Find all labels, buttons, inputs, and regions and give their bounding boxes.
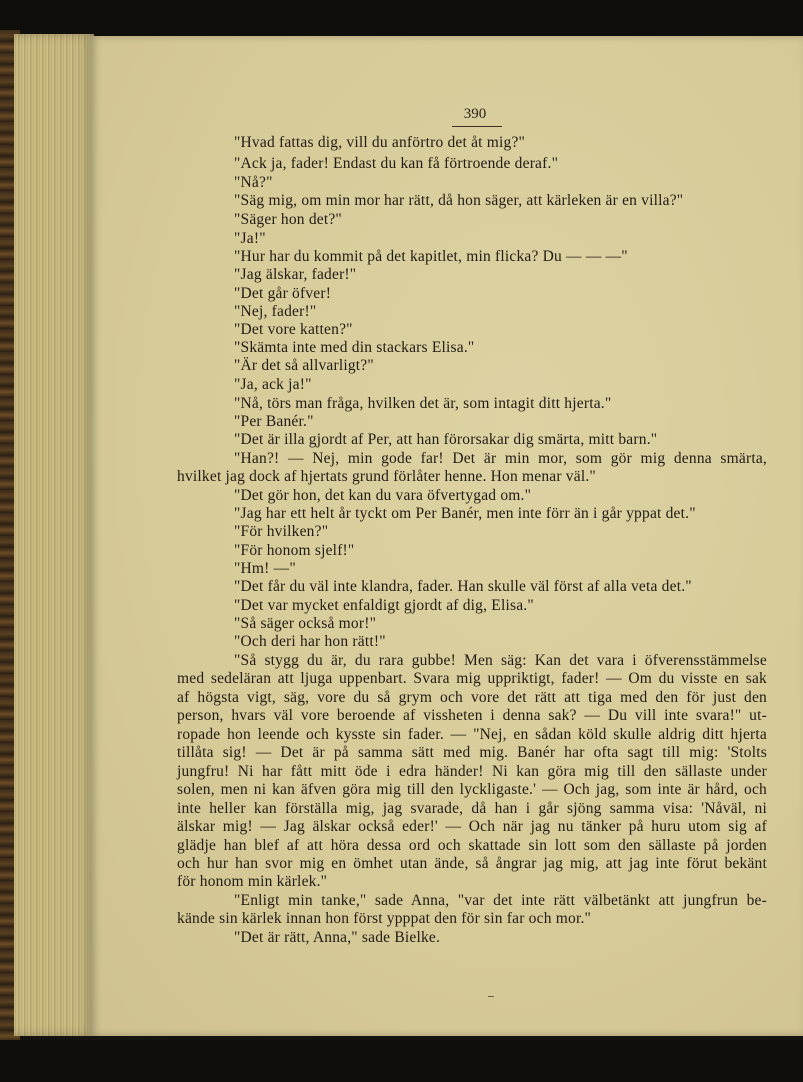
- text-line: "Nå, törs man fråga, hvilken det är, som intagit ditt hjerta.": [234, 395, 612, 412]
- text-line: "Det är rätt, Anna," sade Bielke.: [234, 929, 441, 946]
- text-line: "Ja, ack ja!": [234, 376, 312, 393]
- text-line: "Jag har ett helt år tyckt om Per Banér, men inte förr än i går yppat det.": [234, 505, 696, 522]
- text-line: "Enligt min tanke," sade Anna, "var det inte rätt välbetänkt att jungfrun be-: [234, 892, 767, 909]
- text-line: "Det går öfver!: [234, 285, 332, 302]
- text-line: älskar mig! — Jag älskar också eder!' — Och när jag nu tänker på huru utom sig af: [177, 818, 767, 835]
- text-line: "Det får du väl inte klandra, fader. Han skulle väl först af alla veta det.": [234, 578, 692, 595]
- text-line: solen, men ni kan äfven göra mig till den lyckligaste.' — Och jag, som inte är hård, och: [177, 781, 767, 798]
- text-line: ropade hon leende och kysste sin fader. — "Nej, en sådan köld skulle aldrig ditt hjerta: [177, 726, 767, 743]
- text-line: glädje han blef af att höra dessa ord och skattade sin lott som den sällaste på jorden: [177, 837, 767, 854]
- text-line: kände sin kärlek innan hon först ypppat den för sin far och mor.": [177, 910, 592, 927]
- text-line: inte heller kan förställa mig, jag svarade, då han i går sjöng samma visa: 'Nåväl, ni: [177, 800, 767, 817]
- text-line: "Och deri har hon rätt!": [234, 633, 386, 650]
- text-line: hvilket jag dock af hjertats grund förlåter henne. Hon menar väl.": [177, 468, 596, 485]
- text-line: "Det vore katten?": [234, 321, 353, 338]
- text-line: "Det är illa gjordt af Per, att han förorsakar dig smärta, mitt barn.": [234, 431, 658, 448]
- print-speck: [488, 996, 494, 997]
- text-line: med sedeläran att ljuga uppenbart. Svara mig uppriktigt, fader! — Om du visste en sak: [177, 670, 767, 687]
- text-line: "Ja!": [234, 230, 266, 247]
- text-line: "Nej, fader!": [234, 303, 317, 320]
- text-line: tillåta sig! — Det är på samma sätt med mig. Banér har ofta sagt till mig: 'Stolts: [177, 744, 767, 761]
- text-line: "Det var mycket enfaldigt gjordt af dig, Elisa.": [234, 597, 534, 614]
- text-line: "För hvilken?": [234, 523, 329, 540]
- text-line: jungfru! Ni har fått mitt öde i edra händer! Ni kan göra mig till den sällaste under: [177, 763, 767, 780]
- text-line: "Säger hon det?": [234, 211, 342, 228]
- text-line: "Är det så allvarligt?": [234, 357, 374, 374]
- text-line: "Per Banér.": [234, 413, 314, 430]
- text-line: "Så säger också mor!": [234, 615, 377, 632]
- text-line: "Det gör hon, det kan du vara öfvertygad om.": [234, 487, 532, 504]
- text-line: person, hvars väl vore beroende af vissheten i denna sak? — Du vill inte svara!" ut-: [177, 707, 767, 724]
- text-line: "Nå?": [234, 174, 273, 191]
- text-line: och hur han svor mig en ömhet utan ände, så ångrar jag mig, att jag inte förut bekänt: [177, 855, 767, 872]
- text-line: "Hur har du kommit på det kapitlet, min flicka? Du — — —": [234, 248, 628, 265]
- text-line: "Så stygg du är, du rara gubbe! Men säg: Kan det vara i öfverensstämmelse: [234, 652, 767, 669]
- text-line: "Ack ja, fader! Endast du kan få förtroende deraf.": [234, 155, 559, 172]
- text-line: "Jag älskar, fader!": [234, 266, 357, 283]
- text-line: för honom min kärlek.": [177, 873, 328, 890]
- page-number: 390: [463, 106, 487, 122]
- text-line: "Han?! — Nej, min gode far! Det är min mor, som gör mig denna smärta,: [234, 450, 767, 467]
- text-line: "För honom sjelf!": [234, 542, 355, 559]
- text-line: "Säg mig, om min mor har rätt, då hon säger, att kärleken är en villa?": [234, 192, 684, 209]
- text-line: "Hm! —": [234, 560, 296, 577]
- text-line: "Hvad fattas dig, vill du anförtro det åt mig?": [234, 134, 526, 151]
- text-line: "Skämta inte med din stackars Elisa.": [234, 339, 475, 356]
- text-line: af högsta vigt, säg, vore du så grym och vore det rätt att tiga med den för just den: [177, 689, 767, 706]
